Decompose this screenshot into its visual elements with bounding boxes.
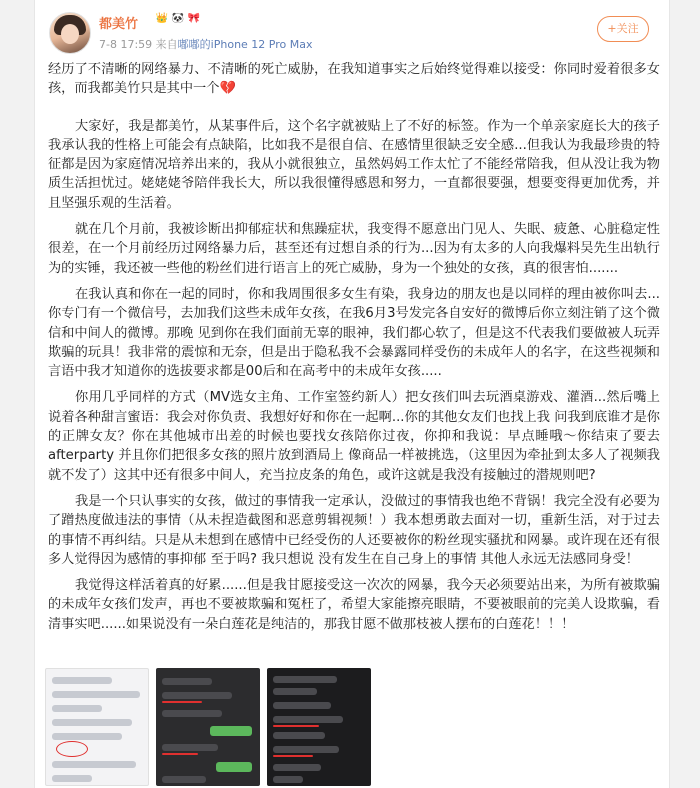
post-timestamp: 7-8 17:59 — [99, 38, 153, 51]
post-paragraph: 我觉得这样活着真的好累......但是我甘愿接受这一次次的网暴，我今天必须要站出来，为所有被欺骗的未成年女孩们发声，再也不要被欺骗和冤枉了，希望大家能擦亮眼睛，不要被眼前的完美人设欺骗，看清事实吧......如果说没有一朵白莲花是纯洁的，那我甘愿不做那枝被人摆布的白莲花！！！ — [48, 578, 660, 632]
post-paragraph: 大家好，我是都美竹，从某事件后，这个名字就被贴上了不好的标签。作为一个单亲家庭长大的孩子我承认我的性格上可能会有点缺陷，比如我不是很自信、在感情里很缺乏安全感...但我认为我最珍贵的特征都是因为家庭情况培养出来的，我从小就很独立，虽然妈妈工作太忙了不能经常陪我，但从没让我为物质生活担忧过。姥姥姥爷陪伴我长大，所以我很懂得感恩和努力，一直都很要强，想要变得更加优秀，并且坚强乐观的生活着。 — [48, 118, 660, 211]
post-paragraph: 就在几个月前，我被诊断出抑郁症状和焦躁症状，我变得不愿意出门见人、失眠、疲惫、心脏稳定性很差，在一个月前经历过网络暴力后，甚至还有过想自杀的行为...因为有太多的人向我爆料吴先生出轨行为的实锤，我还被一些他的粉丝们进行语言上的死亡威胁，身为一个独处的女孩，真的很害怕....... — [48, 222, 660, 276]
post-source-device[interactable]: 嘟嘟的iPhone 12 Pro Max — [177, 38, 313, 51]
attachment-thumbnail-3[interactable] — [267, 668, 371, 786]
attachment-thumbnail-2[interactable] — [156, 668, 260, 786]
post-paragraph: 我是一个只认事实的女孩，做过的事情我一定承认，没做过的事情我也绝不背锅！我完全没有必要为了蹭热度做违法的事情（从未捏造截图和恶意剪辑视频！）我本想勇敢去面对一切，重新生活，对于过去的事情不再纠结。只是从未想到在感情中已经受伤的人还要被你的粉丝现实骚扰和网暴。或许现在还有很多人觉得因为感情的事抑郁 至于吗? 我只想说 没有发生在自己身上的事情 其他人永远无法感同身受！ — [48, 493, 660, 567]
post-intro-text: 经历了不清晰的网络暴力、不清晰的死亡威胁，在我知道事实之后始终觉得难以接受：你同时爱着很多女孩，而我都美竹只是其中一个 — [48, 62, 660, 97]
post-paragraph: 在我认真和你在一起的同时，你和我周围很多女生有染，我身边的朋友也是以同样的理由被你叫去...你专门有一个微信号，去加我们这些未成年女孩，在我6月3号发完各自安好的微博后你立刻注销了这个微信和中间人的微博。那晚 见到你在我们面前无辜的眼神，我们都心软了，但是这不代表我们要做被人玩弄欺骗的玩具！我非常的震惊和无奈，但是出于隐私我不会暴露同样受伤的未成年人的名字，在这些视频和言语中我才知道你的选拔要求都是00后和在高考中的未成年女孩..... — [48, 286, 660, 380]
post-intro — [48, 60, 660, 99]
post-body — [48, 60, 660, 641]
crown-icon: 👑 — [155, 13, 169, 24]
post-paragraph: 你用几乎同样的方式（MV选女主角、工作室签约新人）把女孩们叫去玩酒桌游戏、灌酒...然后嘴上说着各种甜言蜜语：我会对你负责、我想好好和你在一起啊...你的其他女友们也找上我 问我到底谁才是你的正牌女友？你在其他城市出差的时候也要找女孩陪你过夜，你抑和我说：早点睡哦～你结束了要去 afterparty 并且你们把很多女孩的照片放到酒局上 像商品一样被挑选，（这里因为牵扯到太多人了视频我就不发了）这其中还有很多中间人，充当拉皮条的角色，或许这就是我没有接触过的潜规则吧? — [48, 390, 660, 483]
follow-button[interactable]: +关注 — [597, 16, 649, 42]
post-meta — [99, 36, 312, 52]
bow-icon: 🎀 — [187, 13, 201, 24]
broken-heart-icon: 💔 — [219, 81, 236, 97]
user-badges — [155, 12, 201, 26]
avatar[interactable] — [49, 12, 91, 54]
post-username[interactable]: 都美竹 — [99, 17, 139, 32]
attachment-thumbnail-1[interactable] — [45, 668, 149, 786]
weibo-post-card — [34, 0, 670, 788]
post-source-prefix: 来自 — [155, 38, 178, 51]
panda-icon: 🐼 — [171, 13, 185, 24]
attachment-gallery — [45, 668, 371, 786]
